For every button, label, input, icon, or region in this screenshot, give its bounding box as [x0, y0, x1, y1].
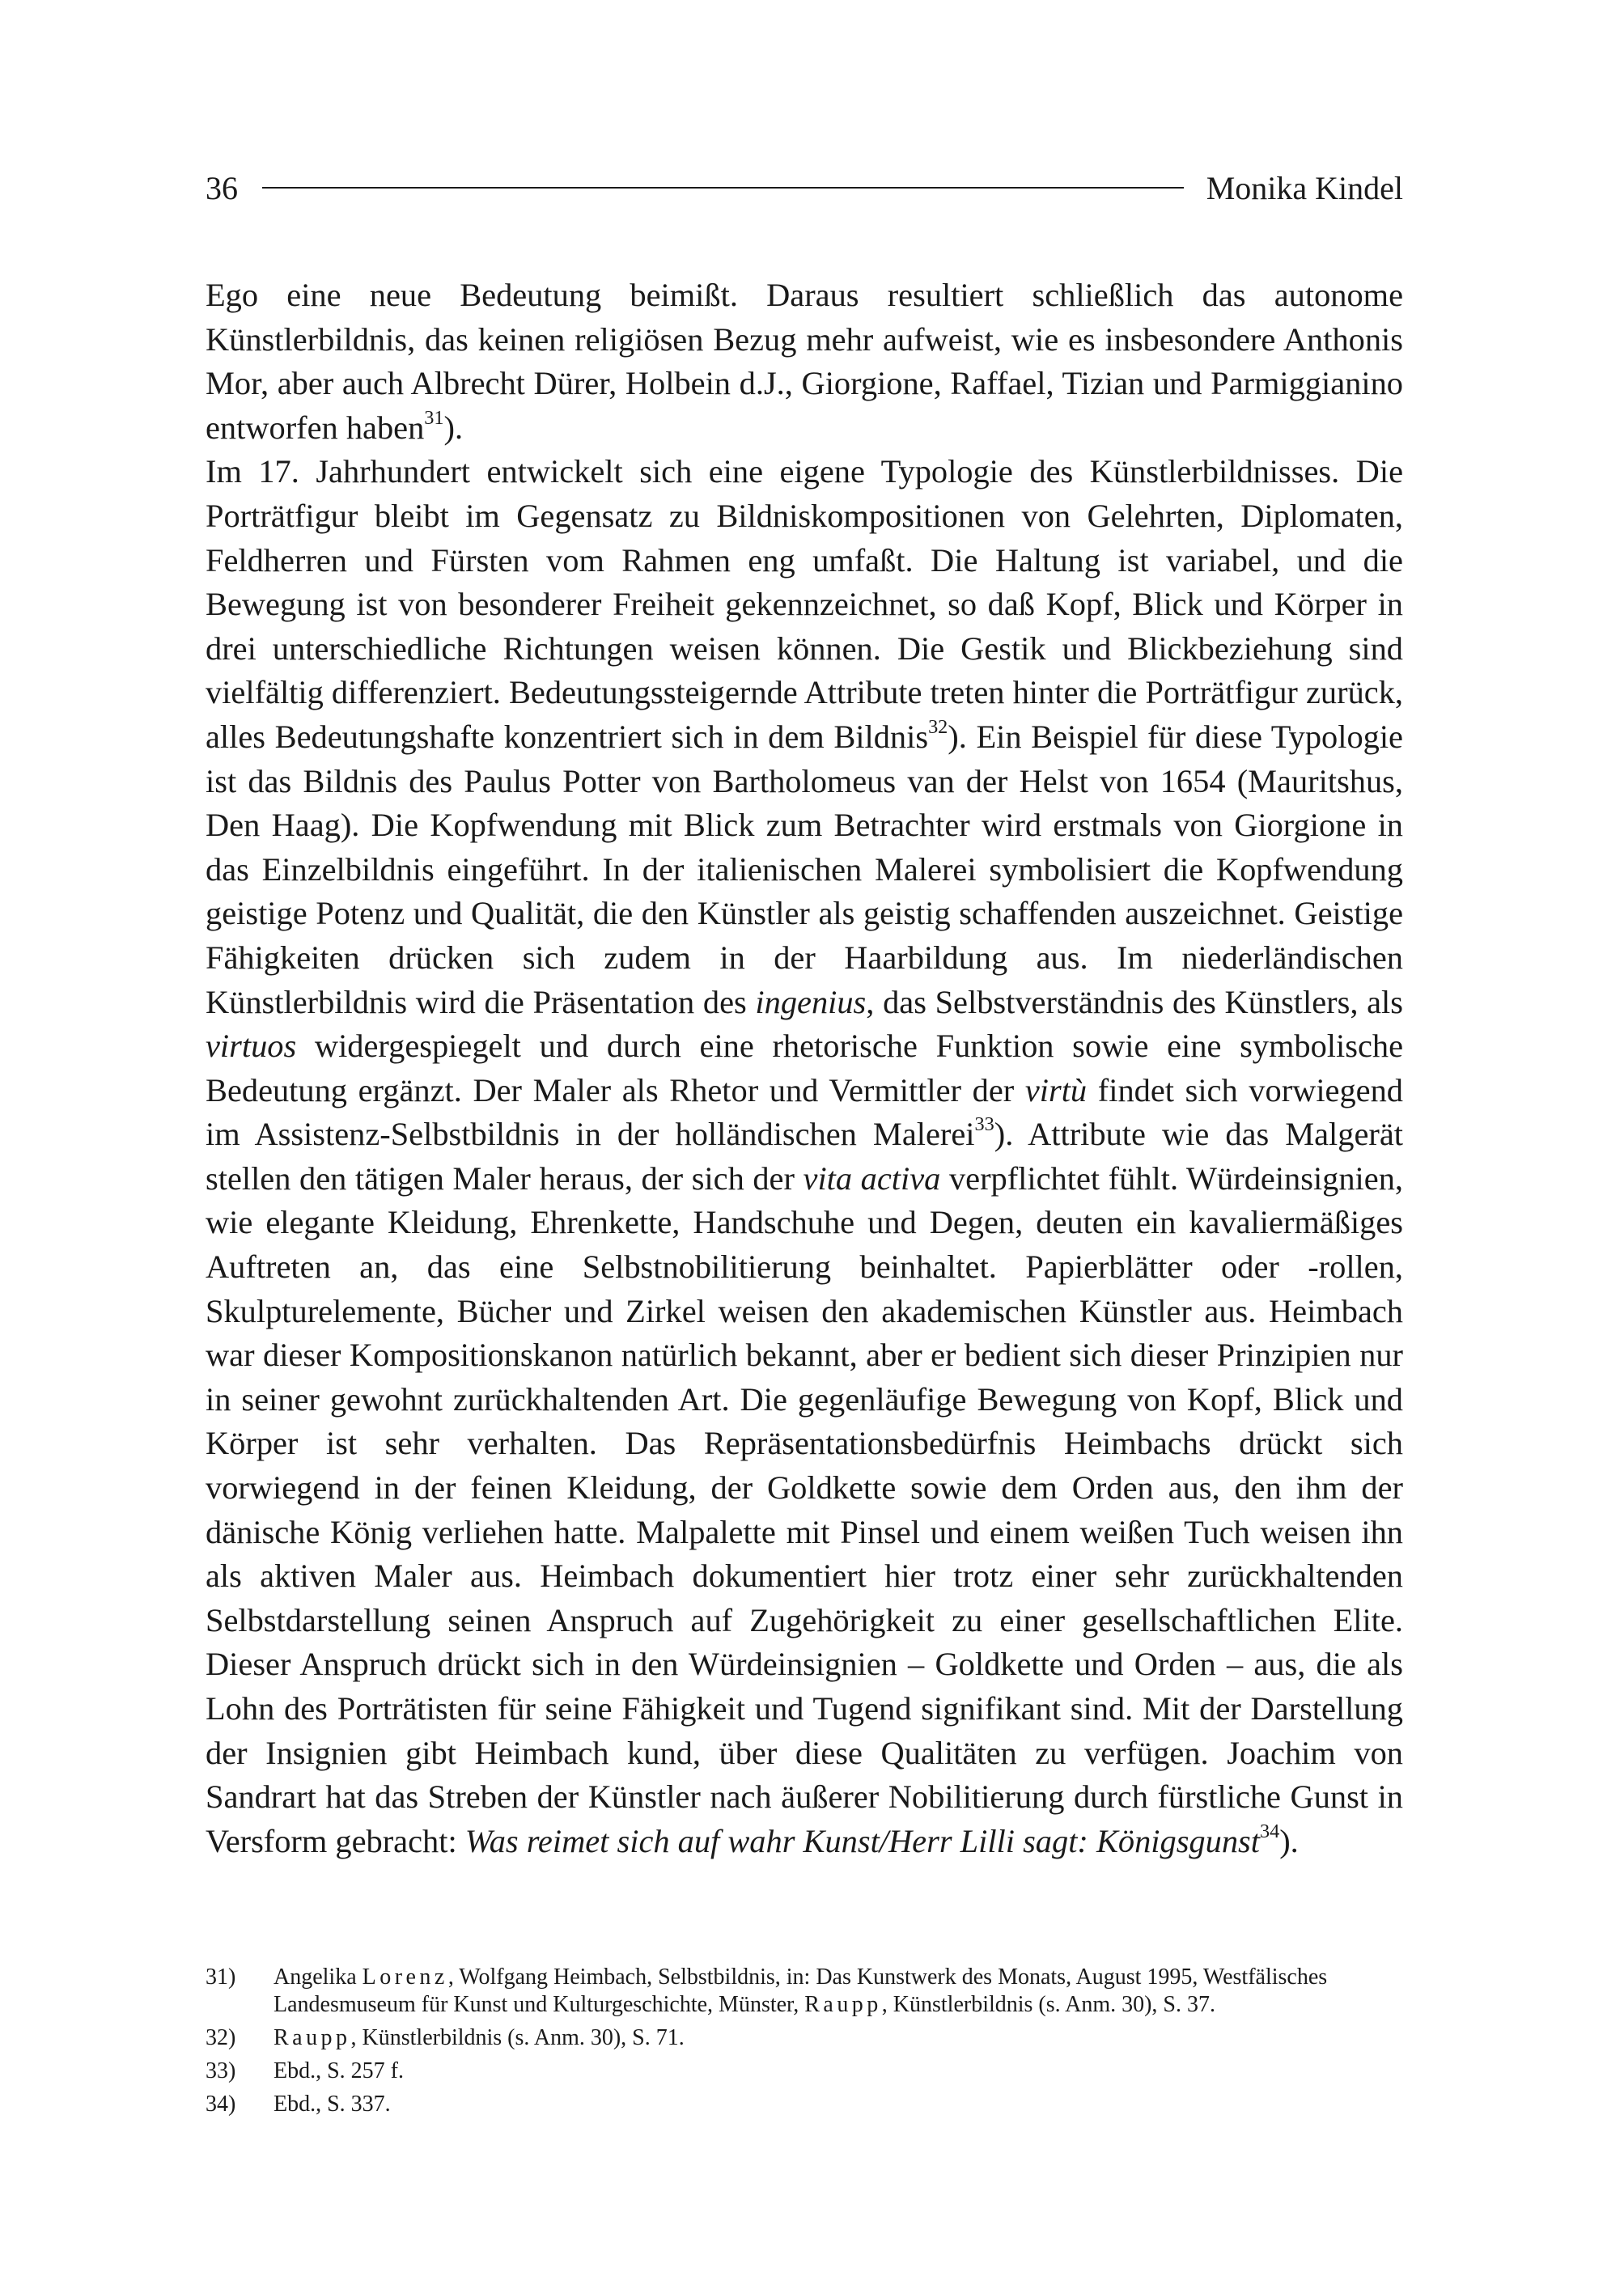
text-run: findet sich vorwiegend im Assistenz-Selbstbildnis in der holländischen Malerei: [206, 1071, 1403, 1153]
footnote-text: [273, 2024, 1403, 2052]
footnote-ref-33[interactable]: 33: [974, 1113, 994, 1136]
footnote-number: 34): [206, 2092, 236, 2117]
footnote-text: Ebd., S. 257 f.: [273, 2058, 404, 2084]
footnote-33: [206, 2058, 1403, 2085]
text-run: , das Selbstverständnis des Künstlers, als: [866, 983, 1403, 1020]
author-name: Raupp: [273, 2025, 351, 2051]
text-run: , Künstlerbildnis (s. Anm. 30), S. 71.: [350, 2025, 685, 2051]
footnote-32: [206, 2024, 1403, 2052]
footnotes: [206, 1964, 1403, 2118]
text-run: , Künstlerbildnis (s. Anm. 30), S. 37.: [881, 1992, 1215, 2018]
term-virtu: virtù: [1024, 1071, 1088, 1108]
footnote-text: Ebd., S. 337.: [273, 2092, 391, 2117]
document-page: [206, 162, 1403, 2124]
paragraph-1: [206, 273, 1403, 450]
text-run: Im 17. Jahrhundert entwickelt sich eine eigene Typologie des Künstlerbildnisses. Die Porträtfigur bleibt im Gegensatz zu Bildniskompositionen von Gelehrten, Diplomaten, Feldherren und Fürsten vom Rahmen eng umfaßt. Die Haltung ist variabel, und die Bewegung ist von besonderer Freiheit gekennzeichnet, so daß Kopf, Blick und Körper in drei unterschiedliche Richtungen weisen können. Die Gestik und Blickbeziehung sind vielfältig differenziert. Bedeutungssteigernde Attribute treten hinter die Porträtfigur zurück, alles Bedeutungshafte konzentriert sich in dem Bildnis: [206, 453, 1403, 755]
text-run: widergespiegelt und durch eine rhetorische Funktion sowie eine symbolische Bedeutung ergänzt. Der Maler als Rhetor und Vermittler der: [206, 1028, 1403, 1108]
text-run: verpflichtet fühlt. Würdeinsignien, wie elegante Kleidung, Ehrenkette, Handschuhe und Degen, deuten ein kavaliermäßiges Auftreten an, das eine Selbstnobilitierung beinhaltet. Papierblätter oder -rollen, Skulpturelemente, Bücher und Zirkel weisen den akademischen Künstler aus. Heimbach war dieser Kompositionskanon natürlich bekannt, aber er bedient sich dieser Prinzipien nur in seiner gewohnt zurückhaltenden Art. Die gegenläufige Bewegung von Kopf, Blick und Körper ist sehr verhalten. Das Repräsentationsbedürfnis Heimbachs drückt sich vorwiegend in der feinen Kleidung, der Goldkette sowie dem Orden aus, den ihm der dänische König verliehen hatte. Malpalette mit Pinsel und einem weißen Tuch weisen ihn als aktiven Maler aus. Heimbach dokumentiert hier trotz einer sehr zurückhaltenden Selbstdarstellung seinen Anspruch auf Zugehörigkeit zu einer gesellschaftlichen Elite. Dieser Anspruch drückt sich in den Würdeinsignien – Goldkette und Orden – aus, die als Lohn des Porträtisten für seine Fähigkeit und Tugend signifikant sind. Mit der Darstellung der Insignien gibt Heimbach kund, über diese Qualitäten zu verfügen. Joachim von Sandrart hat das Streben der Künstler nach äußerer Nobilitierung durch fürstliche Gunst in Versform gebracht:: [206, 1159, 1404, 1859]
text-run: ). Attribute wie das Malgerät stellen den tätigen Maler heraus, der sich der: [206, 1116, 1403, 1197]
term-virtuos: virtuos: [206, 1028, 297, 1065]
text-run: ).: [443, 409, 464, 446]
footnote-number: 33): [206, 2058, 236, 2084]
footnote-31: [206, 1964, 1403, 2019]
running-head-author: Monika Kindel: [1206, 169, 1403, 206]
header-rule: [262, 187, 1184, 189]
footnote-ref-32[interactable]: 32: [928, 715, 948, 738]
text-run: , Wolfgang Heimbach, Selbstbildnis, in: Das Kunstwerk des Monats, August 1995, Westfälisches Landesmuseum für Kunst und Kulturgeschichte, Münster,: [273, 1965, 1328, 2018]
text-run: ).: [1279, 1822, 1299, 1859]
page-number: 36: [206, 169, 238, 206]
footnote-number: 32): [206, 2025, 236, 2051]
author-name: Raupp: [804, 1992, 882, 2018]
sandrart-quote: Was reimet sich auf wahr Kunst/Herr Lilli sagt: Königsgunst: [464, 1822, 1260, 1859]
text-run: ). Ein Beispiel für diese Typologie ist das Bildnis des Paulus Potter von Bartholomeus van der Helst von 1654 (Mauritshus, Den Haag). Die Kopfwendung mit Blick zum Betrachter wird erstmals von Giorgione in das Einzelbildnis eingeführt. In der italienischen Malerei symbolisiert die Kopfwendung geistige Potenz und Qualität, die den Künstler als geistig schaffenden auszeichnet. Geistige Fähigkeiten drücken sich zudem in der Haarbildung aus. Im niederländischen Künstlerbildnis wird die Präsentation des: [206, 718, 1403, 1020]
text-run: Angelika: [273, 1965, 363, 1990]
footnote-34: [206, 2091, 1403, 2118]
text-run: Ego eine neue Bedeutung beimißt. Daraus resultiert schließlich das autonome Künstlerbildnis, das keinen religiösen Bezug mehr aufweist, wie es insbesondere Anthonis Mor, aber auch Albrecht Dürer, Holbein d.J., Giorgione, Raffael, Tizian und Parmiggianino entworfen haben: [206, 277, 1403, 446]
author-name: Lorenz: [362, 1965, 448, 1990]
footnote-ref-31[interactable]: 31: [424, 406, 444, 429]
footnote-text: [273, 1964, 1403, 2019]
paragraph-2: [206, 450, 1403, 1863]
footnote-number: 31): [206, 1965, 236, 1990]
footnote-ref-34[interactable]: 34: [1259, 1820, 1280, 1842]
body-text: [206, 273, 1403, 1863]
term-ingenius: ingenius: [755, 983, 867, 1020]
running-head: [206, 162, 1403, 214]
term-vita-activa: vita activa: [803, 1159, 941, 1197]
